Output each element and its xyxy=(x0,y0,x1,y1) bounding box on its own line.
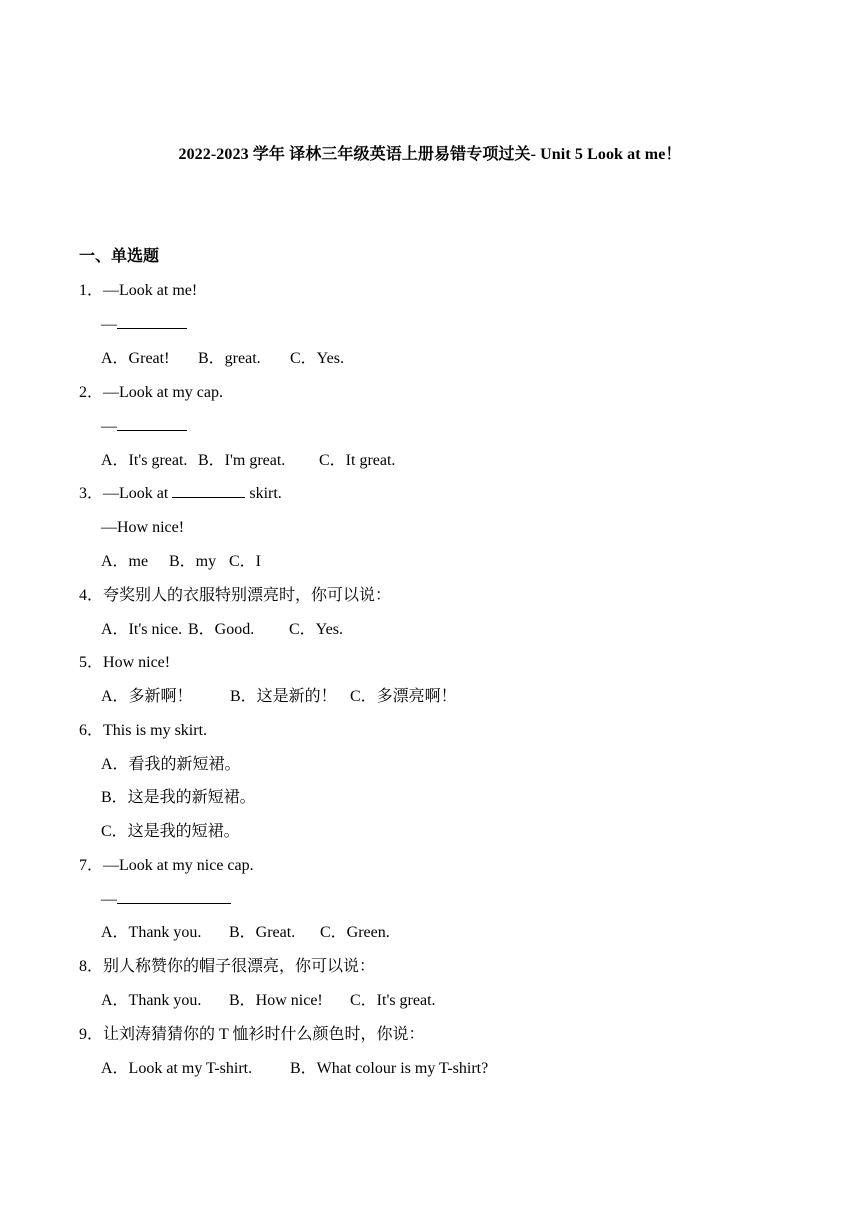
option-c: C．Yes. xyxy=(290,350,344,367)
option-c: C．I xyxy=(229,553,262,570)
option-b: B．I'm great. xyxy=(198,452,286,469)
question-stem: —Look at my nice cap. xyxy=(103,857,254,874)
option-c: C．多漂亮啊！ xyxy=(350,688,457,705)
question-number: 2． xyxy=(79,384,104,401)
question-stem: 让刘涛猜猜你的 T 恤衫时什么颜色时，你说： xyxy=(103,1026,425,1043)
answer-blank xyxy=(172,483,245,498)
answer-blank xyxy=(117,314,187,329)
page-title: 2022-2023 学年 译林三年级英语上册易错专项过关- Unit 5 Look at me！ xyxy=(178,146,682,163)
option-a: A．Thank you. xyxy=(101,992,202,1009)
question-2-options xyxy=(101,450,395,472)
question-stem: How nice! xyxy=(103,654,171,671)
option-a: A．It's nice. xyxy=(101,621,183,638)
question-4 xyxy=(79,585,391,607)
question-6-option-c: C．这是我的短裙。 xyxy=(101,823,240,840)
question-number: 8． xyxy=(79,958,104,975)
question-number: 4． xyxy=(79,587,104,604)
option-b: B．my xyxy=(169,553,217,570)
option-c: C．It great. xyxy=(319,452,396,469)
question-5-options xyxy=(101,686,457,708)
question-3 xyxy=(79,483,282,505)
question-number: 6． xyxy=(79,722,104,739)
question-5 xyxy=(79,652,170,674)
question-stem-start: —Look at xyxy=(103,485,173,502)
option-a: A．Thank you. xyxy=(101,924,202,941)
option-a: A．多新啊！ xyxy=(101,688,193,705)
option-b: B．Good. xyxy=(188,621,255,638)
question-6-option-a: A．看我的新短裙。 xyxy=(101,756,241,773)
question-3-reply: —How nice! xyxy=(101,519,185,536)
question-1-reply: — xyxy=(101,314,187,336)
answer-blank xyxy=(117,889,231,904)
option-c: C．It's great. xyxy=(350,992,436,1009)
option-b: B．How nice! xyxy=(229,992,323,1009)
option-c: C．Yes. xyxy=(289,621,343,638)
question-stem: —Look at my cap. xyxy=(103,384,223,401)
question-stem: 夸奖别人的衣服特别漂亮时，你可以说： xyxy=(103,587,392,604)
question-8 xyxy=(79,956,375,978)
question-3-options xyxy=(101,551,261,573)
option-b: B．What colour is my T-shirt? xyxy=(290,1060,489,1077)
question-7-options xyxy=(101,922,390,944)
question-9-options xyxy=(101,1058,488,1080)
question-1 xyxy=(79,280,197,302)
question-number: 3． xyxy=(79,485,104,502)
option-c: C．Green. xyxy=(320,924,390,941)
answer-blank xyxy=(117,416,187,431)
question-number: 7． xyxy=(79,857,104,874)
question-number: 9． xyxy=(79,1026,104,1043)
question-2-reply: — xyxy=(101,416,187,438)
question-1-options xyxy=(101,348,344,370)
question-7-reply: — xyxy=(101,889,231,911)
section-title: 一、单选题 xyxy=(79,248,160,265)
question-9 xyxy=(79,1024,425,1046)
option-a: A．Look at my T-shirt. xyxy=(101,1060,253,1077)
option-a: A．me xyxy=(101,553,149,570)
option-b: B．great. xyxy=(198,350,261,367)
question-number: 5． xyxy=(79,654,104,671)
question-8-options xyxy=(101,990,436,1012)
question-2 xyxy=(79,382,223,404)
question-stem-end: skirt. xyxy=(245,485,282,502)
question-6-option-b: B．这是我的新短裙。 xyxy=(101,789,256,806)
option-b: B．Great. xyxy=(229,924,296,941)
question-4-options xyxy=(101,619,343,641)
question-stem: 别人称赞你的帽子很漂亮，你可以说： xyxy=(103,958,376,975)
question-7 xyxy=(79,855,254,877)
option-b: B．这是新的！ xyxy=(230,688,337,705)
option-a: A．It's great. xyxy=(101,452,188,469)
question-stem: This is my skirt. xyxy=(103,722,208,739)
question-6 xyxy=(79,720,207,742)
question-number: 1． xyxy=(79,282,104,299)
option-a: A．Great! xyxy=(101,350,170,367)
question-stem: —Look at me! xyxy=(103,282,198,299)
